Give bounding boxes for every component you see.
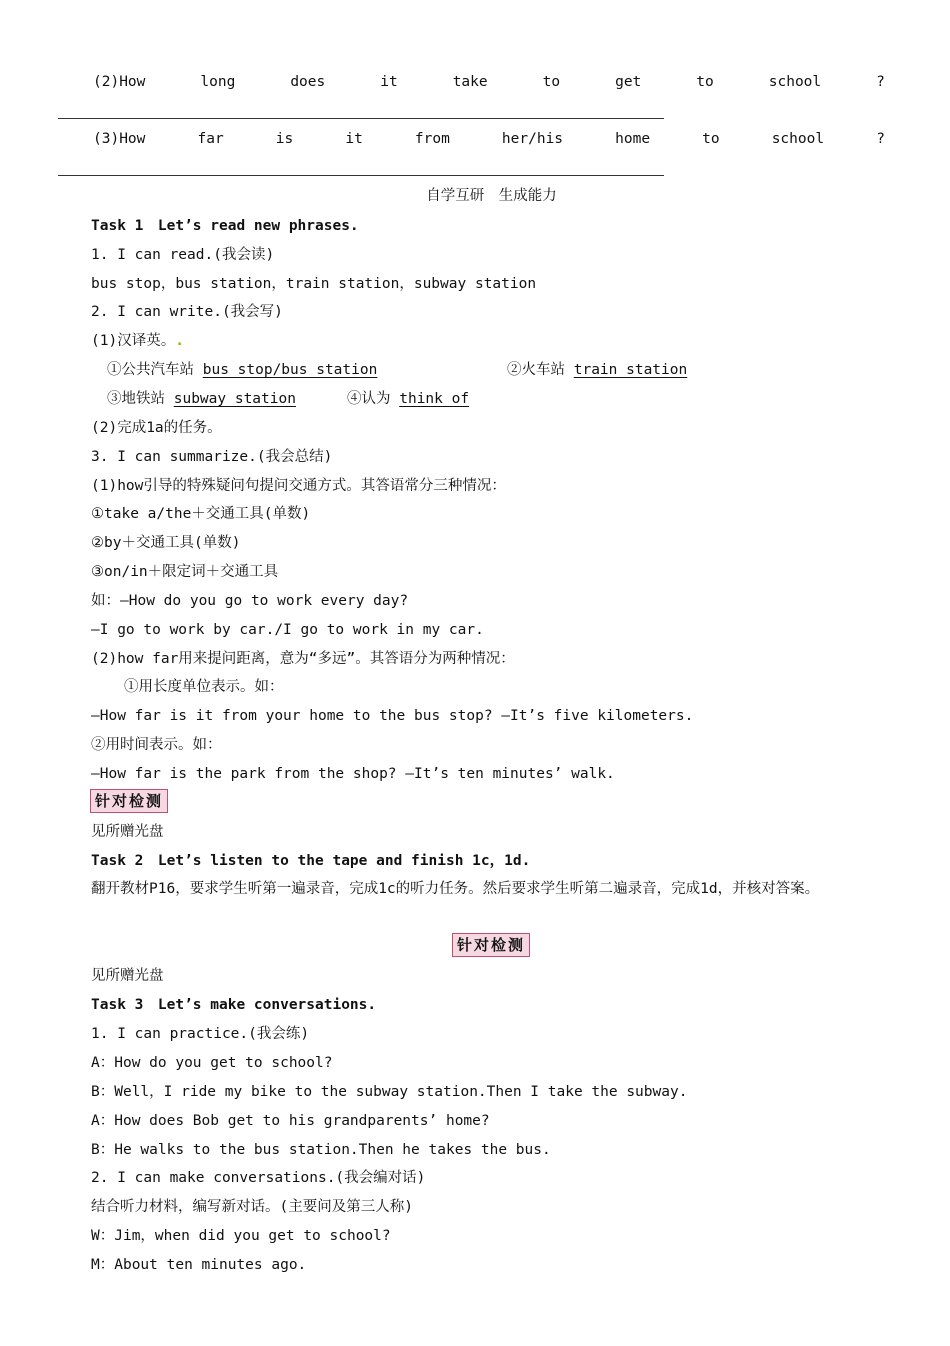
section-title: 自学互研 生成能力: [426, 188, 557, 204]
item3-answer: subway station: [173, 391, 296, 407]
answer-line-2: [58, 118, 664, 119]
task1-write-sub1: [91, 331, 184, 351]
dialog-line: A：How does Bob get to his grandparents’ home?: [91, 1113, 490, 1129]
item4-label: ④认为: [347, 391, 391, 407]
translate-item-4: [347, 389, 469, 409]
check-badge: 针对检测: [90, 789, 168, 813]
task3-make-instruction: 结合听力材料，编写新对话。(主要问及第三人称): [91, 1199, 413, 1215]
translate-item-3: [107, 389, 296, 409]
task3-title: Task 3 Let’s make conversations.: [91, 997, 377, 1013]
question-2: [93, 72, 885, 92]
item1-answer: bus stop/bus station: [202, 362, 378, 378]
summ-1: (1)how引导的特殊疑问句提问交通方式。其答语常分三种情况：: [91, 478, 506, 494]
q2-word: (2)How: [93, 74, 146, 90]
dialog-line: B：Well，I ride my bike to the subway station.Then I take the subway.: [91, 1084, 688, 1100]
question-3: [93, 129, 885, 149]
summ-1c: ③on/in＋限定词＋交通工具: [91, 564, 279, 580]
summ-2: (2)how far用来提问距离，意为“多远”。其答语分为两种情况：: [91, 651, 515, 667]
see-disc-1: 见所赠光盘: [91, 824, 164, 840]
item4-answer: think of: [399, 391, 470, 407]
task1-write-sub2: (2)完成1a的任务。: [91, 420, 222, 436]
item2-answer: train station: [573, 362, 688, 378]
task3-practice-heading: 1. I can practice.(我会练): [91, 1026, 310, 1042]
q3-word: school: [771, 131, 825, 147]
task1-title: Task 1 Let’s read new phrases.: [91, 218, 359, 234]
dot-mark: .: [175, 333, 184, 349]
summ-2b: ②用时间表示。如：: [91, 737, 222, 753]
translate-item-1: [107, 360, 377, 380]
item3-label: ③地铁站: [107, 391, 165, 407]
q3-word: far: [197, 131, 224, 147]
q3-word: is: [275, 131, 294, 147]
q3-word: from: [414, 131, 450, 147]
q2-word: get: [615, 74, 642, 90]
task1-write-heading: 2. I can write.(我会写): [91, 304, 283, 320]
q2-word: does: [290, 74, 326, 90]
summ-2a: ①用长度单位表示。如：: [124, 679, 284, 695]
see-disc-2: 见所赠光盘: [91, 968, 164, 984]
dialog-line: W：Jim，when did you get to school?: [91, 1228, 391, 1244]
example-3: —How far is the park from the shop? —It’s ten minutes’ walk.: [91, 766, 615, 782]
dialog-line: B：He walks to the bus station.Then he takes the bus.: [91, 1142, 551, 1158]
task1-read-line: bus stop，bus station，train station，subway station: [91, 276, 537, 292]
summ-1b: ②by＋交通工具(单数): [91, 535, 241, 551]
q2-word: long: [200, 74, 236, 90]
q2-word: to: [542, 74, 561, 90]
answer-line-3: [58, 175, 664, 176]
q3-word: ?: [876, 131, 885, 147]
example-2: —How far is it from your home to the bus stop? —It’s five kilometers.: [91, 708, 694, 724]
write-sub1-text: (1)汉译英。: [91, 333, 176, 349]
q2-word: school: [768, 74, 822, 90]
translate-item-2: [507, 360, 687, 380]
q3-word: her/his: [501, 131, 564, 147]
q2-word: ?: [876, 74, 885, 90]
task2-title: Task 2 Let’s listen to the tape and finish 1c，1d.: [91, 853, 531, 869]
q2-word: take: [452, 74, 488, 90]
check-badge: 针对检测: [452, 933, 530, 957]
q3-word: home: [615, 131, 651, 147]
task3-make-heading: 2. I can make conversations.(我会编对话): [91, 1170, 426, 1186]
item1-label: ①公共汽车站: [107, 362, 194, 378]
q2-word: to: [696, 74, 714, 90]
item2-label: ②火车站: [507, 362, 565, 378]
q2-word: it: [380, 74, 398, 90]
q3-word: it: [345, 131, 363, 147]
example-1-question: 如：—How do you go to work every day?: [91, 593, 409, 609]
example-1-answer: —I go to work by car./I go to work in my car.: [91, 622, 484, 638]
task2-body: 翻开教材P16，要求学生听第一遍录音，完成1c的听力任务。然后要求学生听第二遍录音，完成1d，并核对答案。: [91, 881, 820, 897]
dialog-line: A：How do you get to school?: [91, 1055, 333, 1071]
task1-read-heading: 1. I can read.(我会读): [91, 247, 275, 263]
summ-1a: ①take a/the＋交通工具(单数): [91, 506, 311, 522]
dialog-line: M：About ten minutes ago.: [91, 1257, 307, 1273]
q3-word: to: [702, 131, 720, 147]
task1-summ-heading: 3. I can summarize.(我会总结): [91, 449, 333, 465]
q3-word: (3)How: [93, 131, 146, 147]
